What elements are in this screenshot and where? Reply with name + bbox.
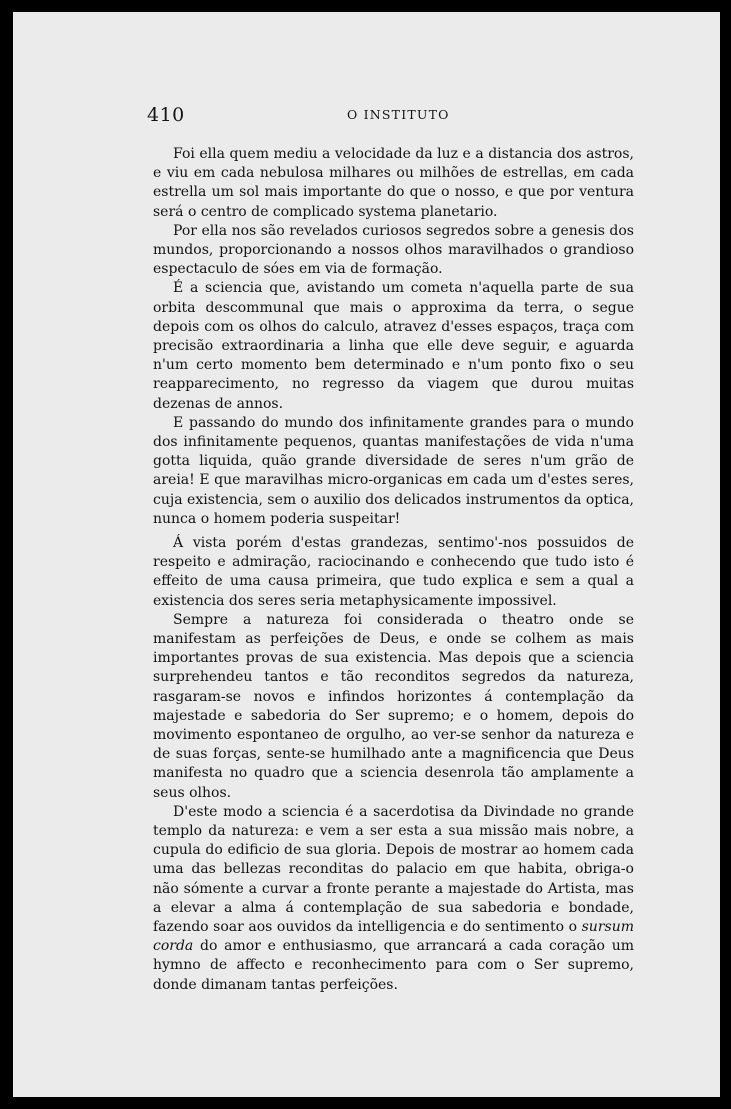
page-number: 410	[147, 104, 185, 126]
running-title: O INSTITUTO	[347, 107, 450, 122]
paragraph-text: D'este modo a sciencia é a sacerdotisa da Divindade no grande templo da natureza: e vem a ser esta a sua missão mais nobre, a cupula do edificio de sua gloria. Depois de mostrar ao homem cada uma das bellezas reconditas do palacio em que habita, obriga-o não sómente a curvar a fronte perante a majestade do Artista, mas a elevar a alma á contemplação de sua sabedoria e bondade, fazendo soar aos ouvidos da intelligencia e do sentimento o	[153, 803, 634, 936]
paragraph: Á vista porém d'estas grandezas, sentimo'-nos possuidos de respeito e admiração, raciocinando e conhecendo que tudo isto é effeito de uma causa primeira, que tudo explica e sem a qual a existencia dos seres seria metaphysicamente impossivel.	[153, 535, 634, 609]
paragraph: E passando do mundo dos infinitamente grandes para o mundo dos infinitamente pequenos, quantas manifestações de vida n'uma gotta liquida, quão grande diversidade de seres n'um grão de areia! E que maravilhas micro-organicas em cada um d'estes seres, cuja existencia, sem o auxilio dos delicados instrumentos da optica, nunca o homem poderia suspeitar!	[153, 414, 634, 527]
paragraph: É a sciencia que, avistando um cometa n'aquella parte de sua orbita descommunal que mais o approxima da terra, o segue depois com os olhos do calculo, atravez d'esses espaços, traça com precisão extraordinaria a linha que elle deve seguir, e aguarda n'um certo momento bem determinado e n'um ponto fixo o seu reapparecimento, no regresso da viagem que durou muitas dezenas de annos.	[153, 280, 634, 412]
paragraph: Sempre a natureza foi considerada o theatro onde se manifestam as perfeições de Deus, e onde se colhem as mais importantes provas de sua existencia. Mas depois que a sciencia surprehendeu tantos e tão reconditos segredos da natureza, rasgaram-se novos e infindos horizontes á contemplação da majestade e sabedoria do Ser supremo; e o homem, depois do movimento espontaneo de orgulho, ao ver-se senhor da natureza e de suas forças, sente-se humilhado ante a magnificencia que Deus manifesta no quadro que a sciencia desenrola tão amplamente a seus olhos.	[153, 611, 634, 801]
page-sheet	[13, 12, 720, 1097]
paragraph-text: do amor e enthusiasmo, que arrancará a cada coração um hymno de affecto e reconhecimento para com o Ser supremo, donde dimanam tantas perfeições.	[153, 938, 634, 993]
italic-phrase: sursum corda	[153, 919, 634, 955]
text-block-bottom	[153, 534, 634, 995]
page-header	[147, 104, 634, 126]
text-block-top	[153, 145, 634, 529]
paragraph: Por ella nos são revelados curiosos segredos sobre a genesis dos mundos, proporcionando a nossos olhos maravilhados o grandioso espectaculo de sóes em via de formação.	[153, 222, 634, 278]
paragraph: Foi ella quem mediu a velocidade da luz e a distancia dos astros, e viu em cada nebulosa milhares ou milhões de estrellas, em cada estrella um sol mais importante do que o nosso, e que por ventura será o centro de complicado systema planetario.	[153, 146, 634, 220]
paragraph	[153, 803, 634, 995]
